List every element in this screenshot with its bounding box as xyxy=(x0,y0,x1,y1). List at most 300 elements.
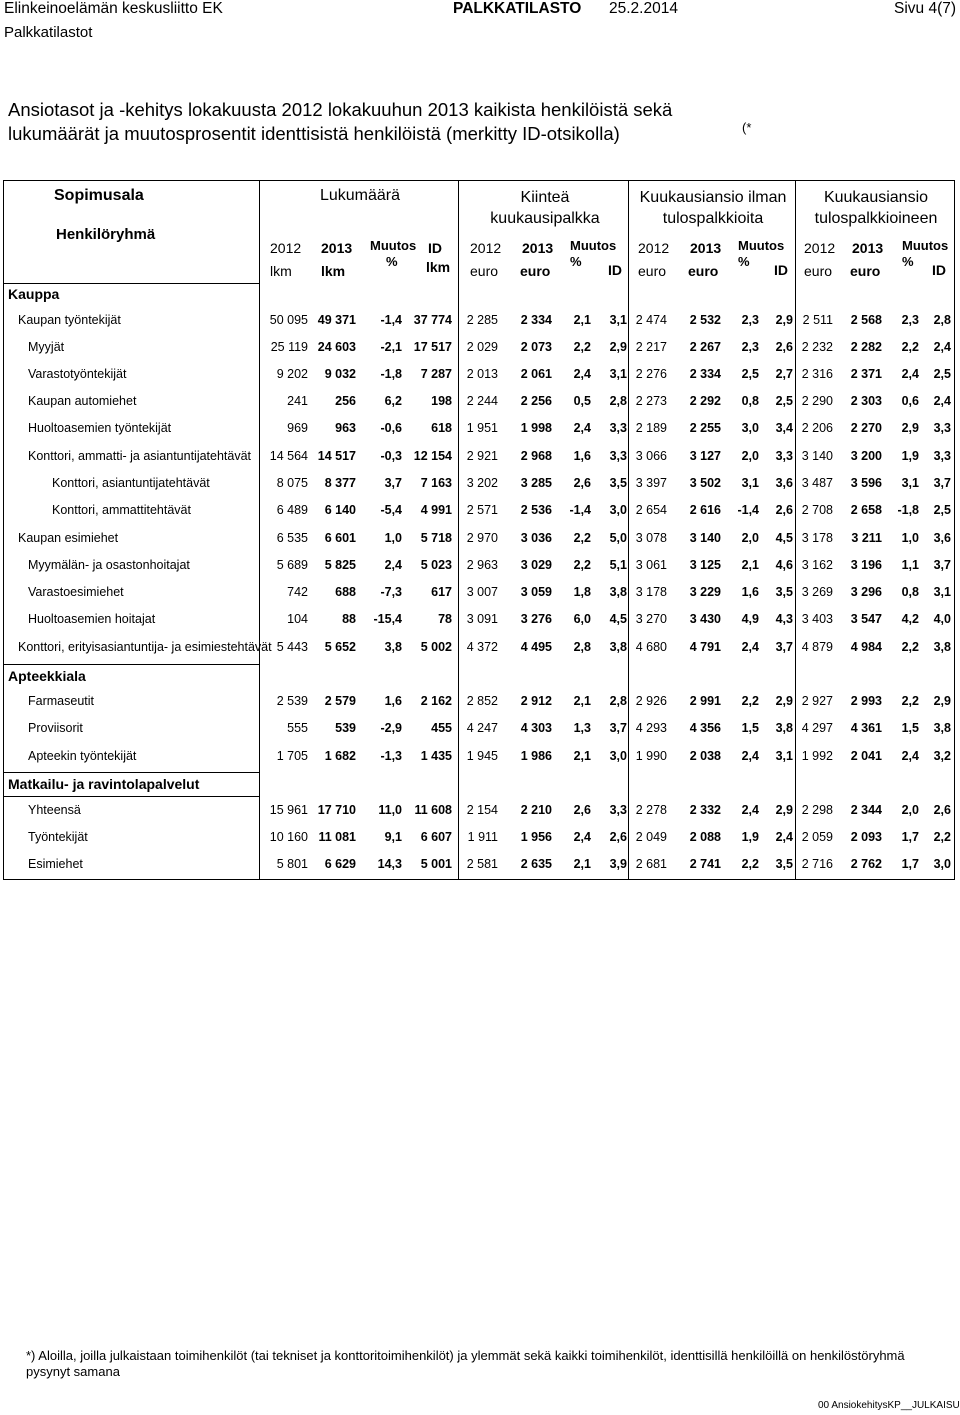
sub-unit-euro: euro xyxy=(638,263,667,279)
sub-unit-euro: euro xyxy=(470,263,499,279)
table-cell: 2 061 xyxy=(520,367,552,381)
table-cell: 50 095 xyxy=(269,313,308,327)
table-cell: 3 059 xyxy=(520,585,552,599)
table-cell: 3,1 xyxy=(933,585,951,599)
table-cell: 2,9 xyxy=(609,340,627,354)
table-cell: 2,0 xyxy=(901,803,919,817)
table-cell: 1,6 xyxy=(384,694,402,708)
table-cell: -1,4 xyxy=(380,313,402,327)
table-row xyxy=(4,688,954,715)
sub-year-2012: 2012 xyxy=(804,240,836,256)
header-henkiloryhma: Henkilöryhmä xyxy=(56,226,156,243)
sub-year-2013: 2013 xyxy=(852,240,884,256)
table-cell: 6 607 xyxy=(420,830,452,844)
table-cell: 2,2 xyxy=(933,830,951,844)
sub-pct: % xyxy=(902,254,914,269)
table-cell: 2 539 xyxy=(276,694,308,708)
table-cell: 2,9 xyxy=(901,421,919,435)
row-label: Konttori, asiantuntijatehtävät xyxy=(52,476,210,490)
table-cell: 3 430 xyxy=(689,612,721,626)
table-cell: 3 397 xyxy=(635,476,667,490)
table-cell: 25 119 xyxy=(270,340,308,354)
table-cell: 2,2 xyxy=(573,531,591,545)
table-cell: 3,7 xyxy=(933,476,951,490)
table-cell: 2 316 xyxy=(801,367,833,381)
row-label: Kaupan esimiehet xyxy=(18,531,119,545)
table-cell: 1,0 xyxy=(901,531,919,545)
table-cell: 3 547 xyxy=(850,612,882,626)
table-cell: 2 273 xyxy=(635,394,667,408)
table-cell: 3 036 xyxy=(520,531,552,545)
table-cell: 256 xyxy=(335,394,356,408)
table-cell: 4 879 xyxy=(801,640,833,654)
table-cell: 78 xyxy=(438,612,452,626)
sub-id: ID xyxy=(774,262,788,278)
table-cell: 4,3 xyxy=(775,612,793,626)
group-title: Lukumäärä xyxy=(319,187,401,204)
table-cell: 6 535 xyxy=(276,531,308,545)
table-cell: 2 344 xyxy=(850,803,882,817)
table-cell: 15 961 xyxy=(269,803,308,817)
table-cell: 2 716 xyxy=(801,857,833,871)
sub-id: ID xyxy=(428,240,442,256)
row-label: Proviisorit xyxy=(28,721,83,735)
sub-muutos: Muutos xyxy=(902,238,949,253)
table-cell: 5 002 xyxy=(420,640,452,654)
table-cell: -1,3 xyxy=(380,749,402,763)
table-cell: 2 681 xyxy=(635,857,667,871)
table-cell: 1 956 xyxy=(520,830,552,844)
table-cell: 2 290 xyxy=(801,394,833,408)
table-cell: 3,7 xyxy=(609,721,627,735)
group-header-ansio-tulos xyxy=(796,187,956,229)
table-cell: 2,4 xyxy=(384,558,402,572)
table-cell: -1,8 xyxy=(380,367,402,381)
table-cell: 1,3 xyxy=(573,721,591,735)
table-cell: 2 708 xyxy=(801,503,833,517)
table-cell: 2,4 xyxy=(741,803,759,817)
table-cell: 1,0 xyxy=(384,531,402,545)
table-cell: 6 629 xyxy=(324,857,356,871)
table-cell: 3,6 xyxy=(933,531,951,545)
header-subtitle: Palkkatilastot xyxy=(4,24,93,41)
table-cell: 3,8 xyxy=(609,640,627,654)
table-cell: 2,6 xyxy=(573,476,591,490)
sub-muutos: Muutos xyxy=(370,238,417,253)
table-cell: 2 616 xyxy=(689,503,721,517)
title-line-2: lukumäärät ja muutosprosentit identtisistä henkilöistä (merkitty ID-otsikolla) xyxy=(8,123,620,144)
table-cell: 3,2 xyxy=(933,749,951,763)
table-cell: 4,0 xyxy=(933,612,951,626)
table-cell: 2,0 xyxy=(741,531,759,545)
table-row xyxy=(4,415,954,442)
table-cell: 3,3 xyxy=(933,449,951,463)
table-cell: 2,8 xyxy=(609,694,627,708)
table-cell: -7,3 xyxy=(380,585,402,599)
group-header-kiintea xyxy=(460,187,630,229)
table-cell: 1,5 xyxy=(741,721,759,735)
table-cell: 4,9 xyxy=(741,612,759,626)
table-cell: 742 xyxy=(287,585,308,599)
table-cell: 4 495 xyxy=(520,640,552,654)
sub-year-2012: 2012 xyxy=(638,240,670,256)
table-cell: 1,6 xyxy=(741,585,759,599)
sub-unit-euro: euro xyxy=(520,263,551,279)
table-cell: 2,4 xyxy=(933,394,951,408)
table-cell: 3 140 xyxy=(689,531,721,545)
section-label-apteekkiala: Apteekkiala xyxy=(8,668,86,684)
table-cell: 2,4 xyxy=(775,830,793,844)
table-cell: 9,1 xyxy=(384,830,402,844)
table-cell: -0,3 xyxy=(380,449,402,463)
table-cell: 2,7 xyxy=(775,367,793,381)
table-cell: 24 603 xyxy=(317,340,356,354)
group-header-ansio-ilman xyxy=(630,187,796,229)
table-row xyxy=(4,797,954,824)
table-cell: 2 571 xyxy=(466,503,498,517)
table-cell: 7 163 xyxy=(420,476,452,490)
table-cell: 1,1 xyxy=(901,558,919,572)
sub-unit-lkm: lkm xyxy=(426,259,451,275)
table-row xyxy=(4,497,954,524)
table-cell: 2 217 xyxy=(635,340,667,354)
table-cell: 49 371 xyxy=(317,313,356,327)
table-cell: 2,1 xyxy=(741,558,759,572)
table-cell: 17 710 xyxy=(317,803,356,817)
table-cell: 4,5 xyxy=(775,531,793,545)
table-cell: 5 652 xyxy=(324,640,356,654)
table-cell: 3,0 xyxy=(609,503,627,517)
table-cell: 1 992 xyxy=(801,749,833,763)
table-cell: 2,4 xyxy=(573,421,591,435)
table-cell: 14 517 xyxy=(317,449,356,463)
table-cell: 1 682 xyxy=(324,749,356,763)
table-cell: 2 579 xyxy=(324,694,356,708)
title-footnote-marker: (* xyxy=(742,120,752,135)
table-cell: 2,2 xyxy=(901,694,919,708)
table-cell: 5 825 xyxy=(324,558,356,572)
table-cell: 5 001 xyxy=(420,857,452,871)
table-cell: 2 991 xyxy=(689,694,721,708)
table-cell: 3 229 xyxy=(689,585,721,599)
table-cell: 1,7 xyxy=(901,830,919,844)
table-cell: 2 332 xyxy=(689,803,721,817)
table-cell: 2,2 xyxy=(741,694,759,708)
table-cell: 1 911 xyxy=(467,830,498,844)
table-cell: 4 293 xyxy=(635,721,667,735)
table-cell: 3,0 xyxy=(609,749,627,763)
table-cell: 2 926 xyxy=(635,694,667,708)
table-cell: 3,3 xyxy=(933,421,951,435)
table-cell: 0,8 xyxy=(901,585,919,599)
table-cell: 2 968 xyxy=(520,449,552,463)
table-cell: 3,1 xyxy=(775,749,793,763)
group-header-lukumaara xyxy=(262,187,458,205)
table-cell: 2,9 xyxy=(775,694,793,708)
table-cell: -15,4 xyxy=(373,612,402,626)
table-cell: 11 608 xyxy=(414,803,452,817)
table-cell: -0,6 xyxy=(380,421,402,435)
table-cell: 2,8 xyxy=(573,640,591,654)
table-cell: 2,4 xyxy=(573,830,591,844)
table-cell: 4 247 xyxy=(466,721,498,735)
sub-unit-euro: euro xyxy=(850,263,881,279)
table-cell: 2,2 xyxy=(901,640,919,654)
sub-year-2013: 2013 xyxy=(321,240,353,256)
table-cell: 2 292 xyxy=(689,394,721,408)
table-cell: 6 140 xyxy=(324,503,356,517)
table-cell: -2,1 xyxy=(380,340,402,354)
table-cell: 2,5 xyxy=(741,367,759,381)
table-cell: 3,7 xyxy=(384,476,402,490)
table-cell: 2 654 xyxy=(635,503,667,517)
table-cell: 2,5 xyxy=(933,503,951,517)
footer-filename: 00 AnsiokehitysKP__JULKAISU xyxy=(818,1400,960,1411)
table-cell: 2,1 xyxy=(573,313,591,327)
table-cell: 2 038 xyxy=(689,749,721,763)
sub-pct: % xyxy=(738,254,750,269)
table-cell: 17 517 xyxy=(413,340,452,354)
sub-muutos: Muutos xyxy=(570,238,617,253)
table-cell: 2,3 xyxy=(741,313,759,327)
table-cell: 3 066 xyxy=(635,449,667,463)
table-cell: 3 211 xyxy=(851,531,882,545)
table-cell: 3 270 xyxy=(635,612,667,626)
row-label: Kaupan automiehet xyxy=(28,394,137,408)
row-label: Kaupan työntekijät xyxy=(18,313,121,327)
table-cell: 2 282 xyxy=(850,340,882,354)
table-cell: 2,6 xyxy=(933,803,951,817)
row-label: Myyjät xyxy=(28,340,65,354)
table-cell: 2,4 xyxy=(933,340,951,354)
table-cell: 2,0 xyxy=(741,449,759,463)
sub-unit-euro: euro xyxy=(688,263,719,279)
table-cell: 1 951 xyxy=(466,421,498,435)
table-cell: 198 xyxy=(431,394,452,408)
table-cell: 2,9 xyxy=(933,694,951,708)
table-cell: 5 443 xyxy=(276,640,308,654)
table-cell: 3 502 xyxy=(689,476,721,490)
table-cell: 2,4 xyxy=(573,367,591,381)
table-cell: 2 041 xyxy=(850,749,882,763)
table-cell: 3,1 xyxy=(741,476,759,490)
table-cell: 37 774 xyxy=(413,313,452,327)
table-cell: 969 xyxy=(287,421,308,435)
table-cell: 2 189 xyxy=(635,421,667,435)
table-cell: 3,8 xyxy=(775,721,793,735)
table-cell: 4 303 xyxy=(520,721,552,735)
table-cell: 2 334 xyxy=(520,313,552,327)
row-label: Myymälän- ja osastonhoitajat xyxy=(28,558,190,572)
sub-id: ID xyxy=(608,262,622,278)
table-cell: 2,4 xyxy=(741,640,759,654)
table-cell: 2 244 xyxy=(466,394,498,408)
table-cell: 2 162 xyxy=(420,694,452,708)
row-label: Farmaseutit xyxy=(28,694,94,708)
row-label: Konttori, ammattitehtävät xyxy=(52,503,191,517)
table-cell: 3 202 xyxy=(466,476,498,490)
table-cell: 2 256 xyxy=(520,394,552,408)
table-horizontal-rule xyxy=(3,664,260,665)
table-cell: 3 078 xyxy=(635,531,667,545)
table-cell: 2,1 xyxy=(573,857,591,871)
table-cell: 2 658 xyxy=(850,503,882,517)
table-cell: 2,4 xyxy=(901,749,919,763)
table-cell: 4 356 xyxy=(689,721,721,735)
table-row xyxy=(4,606,954,633)
row-label: Työntekijät xyxy=(28,830,88,844)
table-cell: 1 990 xyxy=(635,749,667,763)
row-label: Konttori, ammatti- ja asiantuntijatehtävät xyxy=(28,449,252,463)
table-cell: 2,5 xyxy=(775,394,793,408)
document-date: 25.2.2014 xyxy=(609,0,678,17)
table-cell: 2 059 xyxy=(801,830,833,844)
table-cell: 3,8 xyxy=(384,640,402,654)
table-horizontal-rule xyxy=(3,772,260,773)
table-cell: 3,5 xyxy=(775,857,793,871)
table-cell: 455 xyxy=(431,721,452,735)
table-row xyxy=(4,634,954,661)
table-cell: 8 075 xyxy=(276,476,308,490)
table-cell: 2 970 xyxy=(466,531,498,545)
table-cell: 5 718 xyxy=(420,531,452,545)
table-cell: 2 635 xyxy=(520,857,552,871)
table-cell: 0,8 xyxy=(741,394,759,408)
table-cell: 3 196 xyxy=(850,558,882,572)
footnote: *) Aloilla, joilla julkaistaan toimihenkilöt (tai tekniset ja konttoritoimihenkilöt) ja ylemmät sekä kaikki toimihenkilöt, identtisillä henkilöillä on henkilöstöryhmä pysynyt samana xyxy=(26,1348,905,1379)
table-cell: 0,6 xyxy=(901,394,919,408)
table-cell: 3 178 xyxy=(801,531,833,545)
table-cell: 4,2 xyxy=(901,612,919,626)
table-cell: 1,8 xyxy=(573,585,591,599)
table-cell: 3 162 xyxy=(801,558,833,572)
table-cell: 1,6 xyxy=(573,449,591,463)
table-cell: 2 474 xyxy=(635,313,667,327)
table-cell: 12 154 xyxy=(413,449,452,463)
sub-year-2012: 2012 xyxy=(270,240,302,256)
table-cell: 2 852 xyxy=(466,694,498,708)
table-cell: 4 791 xyxy=(689,640,721,654)
table-cell: 4 297 xyxy=(801,721,833,735)
group-title: Kiinteä xyxy=(520,189,570,206)
table-row xyxy=(4,579,954,606)
table-cell: 9 032 xyxy=(324,367,356,381)
table-cell: 3,0 xyxy=(933,857,951,871)
table-cell: 3 285 xyxy=(520,476,552,490)
table-cell: 1 705 xyxy=(276,749,308,763)
document-name: PALKKATILASTO xyxy=(453,0,582,17)
table-cell: 3,9 xyxy=(609,857,627,871)
table-cell: 104 xyxy=(287,612,308,626)
table-cell: 3,8 xyxy=(933,721,951,735)
group-title: Kuukausiansio ilman xyxy=(639,189,787,206)
table-cell: 3,3 xyxy=(775,449,793,463)
table-cell: 0,5 xyxy=(573,394,591,408)
table-cell: 5,1 xyxy=(609,558,627,572)
table-cell: 2 232 xyxy=(801,340,833,354)
table-cell: 2,2 xyxy=(741,857,759,871)
page-number: Sivu 4(7) xyxy=(894,0,957,17)
sub-unit-lkm: lkm xyxy=(270,263,292,279)
table-cell: 1 998 xyxy=(520,421,552,435)
table-cell: 2 278 xyxy=(635,803,667,817)
table-cell: 3,3 xyxy=(609,449,627,463)
table-cell: 3,5 xyxy=(775,585,793,599)
table-row xyxy=(4,824,954,851)
table-cell: 2,3 xyxy=(741,340,759,354)
table-cell: 3,3 xyxy=(609,803,627,817)
table-row xyxy=(4,552,954,579)
table-cell: 2 568 xyxy=(850,313,882,327)
table-cell: 2 334 xyxy=(689,367,721,381)
table-cell: 2 029 xyxy=(466,340,498,354)
table-cell: 2 298 xyxy=(801,803,833,817)
table-cell: 2,4 xyxy=(901,367,919,381)
table-cell: 688 xyxy=(335,585,356,599)
table-cell: 3 596 xyxy=(850,476,882,490)
table-horizontal-rule xyxy=(3,283,260,284)
page-header xyxy=(0,0,960,44)
table-cell: 2 270 xyxy=(850,421,882,435)
table-cell: 2,4 xyxy=(741,749,759,763)
row-label: Apteekin työntekijät xyxy=(28,749,137,763)
table-cell: 4 984 xyxy=(850,640,882,654)
table-cell: 3,1 xyxy=(609,367,627,381)
table-cell: 11 081 xyxy=(318,830,356,844)
table-cell: 3,5 xyxy=(609,476,627,490)
table-cell: 3 200 xyxy=(850,449,882,463)
table-cell: 3 127 xyxy=(689,449,721,463)
table-cell: 5 801 xyxy=(276,857,308,871)
sub-pct: % xyxy=(570,254,582,269)
group-subtitle: tulospalkkioineen xyxy=(814,210,938,227)
row-label: Esimiehet xyxy=(28,857,83,871)
table-cell: 2,6 xyxy=(609,830,627,844)
table-cell: 1,5 xyxy=(901,721,919,735)
sub-id: ID xyxy=(932,262,946,278)
table-cell: 3,0 xyxy=(741,421,759,435)
table-cell: 3 178 xyxy=(635,585,667,599)
table-cell: 555 xyxy=(287,721,308,735)
row-label: Varastotyöntekijät xyxy=(28,367,127,381)
table-cell: 3 007 xyxy=(466,585,498,599)
row-label: Yhteensä xyxy=(28,803,81,817)
table-cell: 9 202 xyxy=(276,367,308,381)
section-label-matkailu: Matkailu- ja ravintolapalvelut xyxy=(8,776,200,792)
table-cell: 5 689 xyxy=(276,558,308,572)
section-label-kauppa: Kauppa xyxy=(8,286,60,302)
table-cell: 1,9 xyxy=(901,449,919,463)
table-cell: 2 581 xyxy=(466,857,498,871)
table-cell: 2 762 xyxy=(850,857,882,871)
table-cell: 241 xyxy=(287,394,308,408)
sub-unit-euro: euro xyxy=(804,263,833,279)
table-cell: 4 361 xyxy=(850,721,882,735)
table-cell: 2 154 xyxy=(466,803,498,817)
header-sopimusala: Sopimusala xyxy=(54,187,144,204)
table-cell: 3,7 xyxy=(775,640,793,654)
table-cell: 1 945 xyxy=(466,749,498,763)
table-cell: 6,2 xyxy=(384,394,402,408)
table-cell: 3,6 xyxy=(775,476,793,490)
table-cell: 2 993 xyxy=(850,694,882,708)
page-title xyxy=(8,98,908,146)
table-cell: 2,1 xyxy=(573,694,591,708)
table-cell: 539 xyxy=(335,721,356,735)
table-cell: 2,5 xyxy=(933,367,951,381)
table-cell: 2 267 xyxy=(689,340,721,354)
table-row xyxy=(4,525,954,552)
